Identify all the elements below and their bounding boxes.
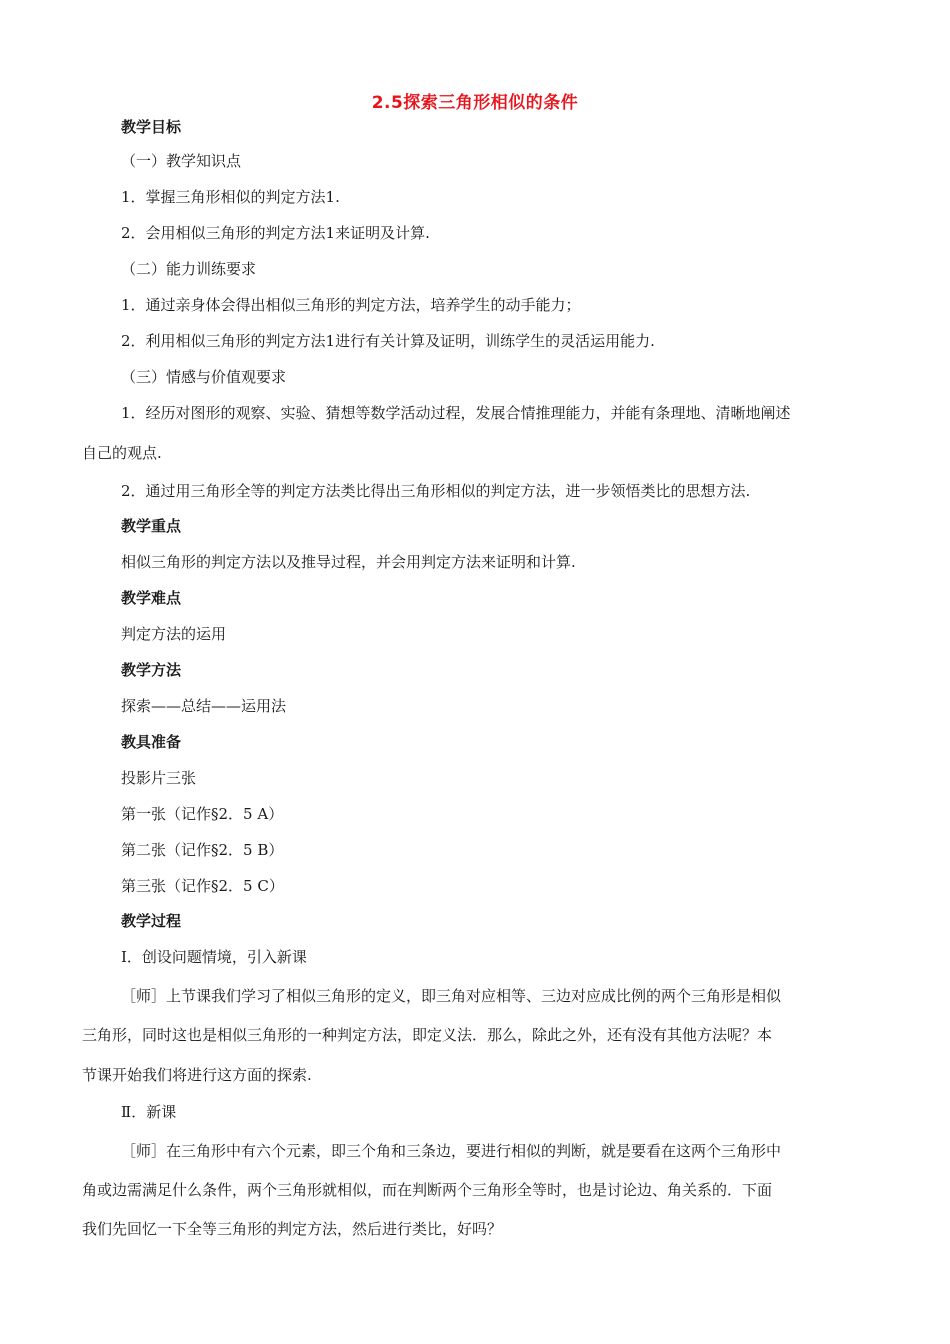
- goal3-item2: 2．通过用三角形全等的判定方法类比得出三角形相似的判定方法，进一步领悟类比的思想方法.: [121, 482, 751, 500]
- goal2-item2: 2．利用相似三角形的判定方法1进行有关计算及证明，训练学生的灵活运用能力.: [121, 332, 655, 350]
- teaching-tools-text: 投影片三张: [121, 769, 197, 787]
- subheading-emotion-values: （三）情感与价值观要求: [121, 368, 287, 386]
- tools-item1: 第一张（记作§2．5 A）: [121, 805, 284, 823]
- heading-teaching-goals: 教学目标: [121, 118, 182, 136]
- tools-item2: 第二张（记作§2．5 B）: [121, 841, 284, 859]
- goal1-item2: 2．会用相似三角形的判定方法1来证明及计算.: [121, 224, 430, 242]
- teaching-method-text: 探索——总结——运用法: [121, 697, 287, 715]
- process-paragraph1-line1: ［师］上节课我们学习了相似三角形的定义，即三角对应相等、三边对应成比例的两个三角形是相似: [121, 987, 782, 1005]
- process-part1-heading: Ⅰ．创设问题情境，引入新课: [121, 948, 307, 966]
- subheading-ability-requirements: （二）能力训练要求: [121, 260, 257, 278]
- subheading-knowledge-points: （一）教学知识点: [121, 152, 242, 170]
- process-paragraph2-line1: ［师］在三角形中有六个元素，即三个角和三条边，要进行相似的判断，就是要看在这两个三角形中: [121, 1142, 782, 1160]
- teaching-focus-text: 相似三角形的判定方法以及推导过程，并会用判定方法来证明和计算.: [121, 553, 576, 571]
- process-paragraph1-line2: 三角形，同时这也是相似三角形的一种判定方法，即定义法．那么，除此之外，还有没有其他方法呢？本: [82, 1026, 773, 1044]
- goal3-item1-line1: 1．经历对图形的观察、实验、猜想等数学活动过程，发展合情推理能力，并能有条理地、清晰地阐述: [121, 404, 791, 422]
- process-paragraph1-line3: 节课开始我们将进行这方面的探索.: [82, 1066, 312, 1084]
- heading-teaching-tools: 教具准备: [121, 733, 182, 751]
- goal3-item1-line2: 自己的观点.: [82, 444, 162, 462]
- heading-teaching-focus: 教学重点: [121, 517, 182, 535]
- heading-teaching-difficulty: 教学难点: [121, 589, 182, 607]
- tools-item3: 第三张（记作§2．5 C）: [121, 877, 284, 895]
- teaching-difficulty-text: 判定方法的运用: [121, 625, 227, 643]
- heading-teaching-method: 教学方法: [121, 661, 182, 679]
- process-paragraph2-line2: 角或边需满足什么条件，两个三角形就相似，而在判断两个三角形全等时，也是讨论边、角关系的．下面: [82, 1181, 773, 1199]
- process-paragraph2-line3: 我们先回忆一下全等三角形的判定方法，然后进行类比，好吗？: [82, 1220, 503, 1238]
- goal1-item1: 1．掌握三角形相似的判定方法1.: [121, 188, 340, 206]
- process-part2-heading: Ⅱ．新课: [121, 1103, 177, 1121]
- goal2-item1: 1．通过亲身体会得出相似三角形的判定方法，培养学生的动手能力；: [121, 296, 581, 314]
- document-title: 2.5探索三角形相似的条件: [371, 93, 579, 113]
- heading-teaching-process: 教学过程: [121, 912, 182, 930]
